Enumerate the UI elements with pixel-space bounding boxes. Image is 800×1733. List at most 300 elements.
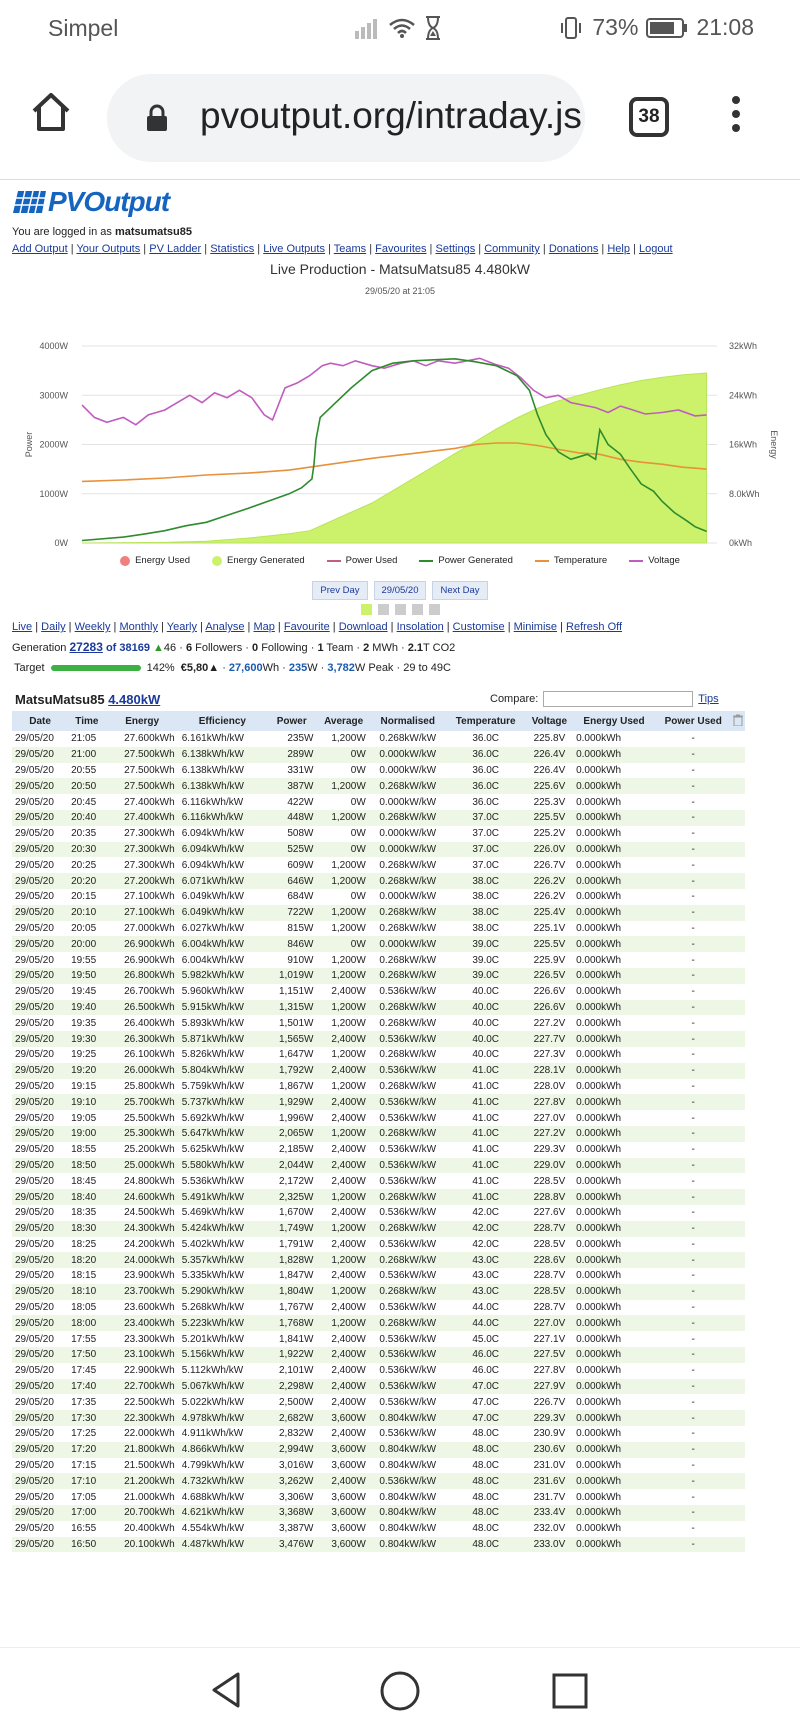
overflow-menu-icon[interactable] [732, 96, 740, 138]
table-cell: 0.000kW/kW [379, 891, 437, 903]
table-cell: 0.000kWh [573, 936, 655, 952]
column-header[interactable]: Date [12, 711, 68, 731]
table-cell: 0.268kW/kW [370, 810, 446, 826]
column-header[interactable]: Energy Used [573, 711, 655, 731]
table-row [12, 1505, 745, 1521]
tips-link[interactable]: Tips [698, 693, 719, 705]
table-cell [732, 1110, 745, 1126]
table-cell [732, 1394, 745, 1410]
table-cell: 0.804kW/kW [370, 1505, 446, 1521]
table-cell: - [655, 1000, 732, 1016]
table-cell: 0.000kWh [576, 1049, 622, 1061]
legend-item[interactable] [629, 555, 680, 566]
table-cell: 48.0C [472, 1460, 500, 1472]
table-cell: 235W [287, 733, 314, 745]
legend-item[interactable] [327, 555, 398, 566]
table-cell: - [655, 1031, 732, 1047]
table-cell: 29/05/20 [12, 1537, 68, 1553]
table-cell: 26.500kWh [106, 1000, 179, 1016]
table-row [12, 1126, 745, 1142]
table-cell: 226.2V [526, 873, 573, 889]
chart-page-dot[interactable] [361, 604, 372, 615]
table-cell [732, 1458, 745, 1474]
table-cell [732, 778, 745, 794]
legend-label: Voltage [648, 555, 680, 566]
view-refresh-off-link[interactable]: Refresh Off [566, 621, 623, 633]
table-cell: 225.8V [533, 733, 566, 745]
table-cell: 0.000kWh [576, 1302, 622, 1314]
table-cell: 3,600W [331, 1523, 366, 1535]
chart-page-dot[interactable] [395, 604, 406, 615]
nav-live-outputs-link[interactable]: Live Outputs [263, 243, 325, 255]
table-cell: 3,387W [279, 1523, 314, 1535]
table-cell: 5.804kWh/kW [179, 1063, 266, 1079]
table-cell: 29/05/20 [12, 936, 68, 952]
table-cell: 48.0C [446, 1505, 526, 1521]
table-cell: 29/05/20 [12, 778, 68, 794]
rank-link[interactable]: 27283 [69, 640, 103, 654]
column-header[interactable]: Efficiency [179, 711, 266, 731]
table-cell: 0.536kW/kW [379, 1112, 437, 1124]
table-cell: 23.100kWh [106, 1347, 179, 1363]
table-cell: 29/05/20 [15, 1017, 54, 1029]
table-cell [732, 1142, 745, 1158]
browser-toolbar [0, 56, 800, 180]
table-cell: 0.000kWh [576, 1207, 622, 1219]
table-cell: 0W [350, 828, 366, 840]
table-cell: 5.112kWh/kW [181, 1365, 244, 1377]
nav-donations-link[interactable]: Donations [548, 243, 599, 255]
table-cell: 6.161kWh/kW [181, 733, 244, 745]
table-cell: 2,065W [266, 1126, 317, 1142]
table-cell: 44.0C [446, 1315, 526, 1331]
clock: 21:08 [696, 14, 754, 40]
recents-icon[interactable] [551, 1672, 589, 1710]
legend-item[interactable] [212, 555, 305, 566]
table-cell: 38.0C [472, 922, 500, 934]
legend-item[interactable] [419, 555, 512, 566]
view-map-link[interactable]: Map [253, 621, 275, 633]
table-cell: 18:35 [71, 1207, 97, 1219]
table-cell [732, 1347, 745, 1363]
table-cell: 3,600W [331, 1460, 366, 1472]
table-cell: 0.000kWh [573, 968, 655, 984]
table-cell: 5.268kWh/kW [181, 1302, 244, 1314]
table-cell: 2,400W [331, 986, 366, 998]
table-cell [732, 1363, 745, 1379]
compare-input[interactable] [543, 691, 693, 707]
table-cell: 448W [266, 810, 317, 826]
table-cell: 6.094kWh/kW [179, 842, 266, 858]
table-cell: 227.0V [526, 1315, 573, 1331]
table-cell: 17:00 [68, 1505, 106, 1521]
table-cell: 0.268kW/kW [370, 873, 446, 889]
table-cell: 29/05/20 [15, 733, 54, 745]
table-cell [732, 1173, 745, 1189]
table-cell: 1,929W [266, 1094, 317, 1110]
right-tick-label: 16kWh [729, 439, 758, 450]
view-customise-link[interactable]: Customise [452, 621, 505, 633]
trash-icon[interactable] [733, 714, 743, 726]
table-cell: 40.0C [472, 1017, 500, 1029]
table-cell: 0.268kW/kW [370, 1000, 446, 1016]
table-cell: 227.0V [533, 1112, 566, 1124]
table-cell: 17:25 [71, 1428, 97, 1440]
view-favourite-link[interactable]: Favourite [283, 621, 330, 633]
table-cell: 17:05 [71, 1491, 97, 1503]
table-cell: 21.000kWh [124, 1491, 175, 1503]
table-cell: 0.536kW/kW [370, 1347, 446, 1363]
table-cell: 5.960kWh/kW [181, 986, 244, 998]
table-cell: 1,792W [266, 1063, 317, 1079]
table-cell [732, 1158, 745, 1174]
table-cell: 508W [287, 828, 314, 840]
chart-page-dot[interactable] [412, 604, 423, 615]
table-row [12, 810, 745, 826]
table-cell: 0.804kW/kW [379, 1460, 437, 1472]
table-cell: 18:40 [68, 1189, 106, 1205]
table-cell: 37.0C [446, 810, 526, 826]
table-cell: 39.0C [472, 954, 500, 966]
table-cell: 231.7V [533, 1491, 566, 1503]
legend-item[interactable] [120, 555, 190, 566]
table-cell: 5.491kWh/kW [179, 1189, 266, 1205]
table-cell: 29/05/20 [15, 1049, 54, 1061]
table-cell: 1,200W [317, 1284, 369, 1300]
table-cell: 233.0V [526, 1537, 573, 1553]
table-cell: 25.300kWh [106, 1126, 179, 1142]
table-cell: 23.600kWh [124, 1302, 175, 1314]
table-cell: - [655, 1410, 732, 1426]
table-cell: 5.357kWh/kW [179, 1252, 266, 1268]
table-cell: 24.800kWh [124, 1175, 175, 1187]
table-cell: 0.536kW/kW [379, 1207, 437, 1219]
battery-percent: 73% [592, 14, 639, 40]
nav-teams-link[interactable]: Teams [333, 243, 367, 255]
table-cell: 22.000kWh [124, 1428, 175, 1440]
table-cell: 19:50 [68, 968, 106, 984]
table-cell: 17:30 [68, 1410, 106, 1426]
table-cell: 3,600W [317, 1410, 369, 1426]
view-live-link[interactable]: Live [12, 621, 33, 633]
table-cell: 4.688kWh/kW [181, 1491, 244, 1503]
table-cell: 225.4V [526, 905, 573, 921]
next-day-button[interactable]: Next Day [432, 581, 487, 600]
view-yearly-link[interactable]: Yearly [166, 621, 197, 633]
table-cell: 25.200kWh [124, 1144, 175, 1156]
table-cell: 5.469kWh/kW [181, 1207, 244, 1219]
table-cell: 1,200W [317, 1315, 369, 1331]
table-cell: 228.1V [526, 1063, 573, 1079]
table-cell: 41.0C [446, 1189, 526, 1205]
table-cell: 226.5V [526, 968, 573, 984]
table-cell: 43.0C [472, 1270, 500, 1282]
date-button[interactable]: 29/05/20 [374, 581, 427, 600]
table-cell: 37.0C [446, 842, 526, 858]
table-row [12, 1158, 745, 1174]
table-cell: 0W [317, 936, 369, 952]
table-cell: - [691, 1049, 695, 1061]
column-header[interactable]: Voltage [526, 711, 573, 731]
right-axis-label: Energy [769, 430, 779, 459]
table-cell: 4.799kWh/kW [181, 1460, 244, 1472]
back-icon[interactable] [208, 1670, 248, 1710]
table-cell: 1,200W [317, 778, 369, 794]
table-cell: 29/05/20 [12, 842, 68, 858]
table-cell [732, 1189, 745, 1205]
table-cell [732, 1505, 745, 1521]
chart-page-dot[interactable] [378, 604, 389, 615]
table-row [12, 1300, 745, 1316]
table-cell: - [655, 1252, 732, 1268]
table-cell: 2,325W [266, 1189, 317, 1205]
table-cell [732, 1047, 745, 1063]
table-cell: 20:05 [71, 922, 97, 934]
hourglass-icon [424, 16, 442, 40]
table-cell: 0.000kWh [576, 764, 622, 776]
table-cell: 0.000kW/kW [370, 842, 446, 858]
table-cell: 226.7V [533, 1396, 566, 1408]
table-cell: 0.000kWh [573, 1347, 655, 1363]
table-cell: - [691, 986, 695, 998]
nav-your-outputs-link[interactable]: Your Outputs [76, 243, 141, 255]
table-cell: 29/05/20 [12, 1252, 68, 1268]
table-cell: 0.000kWh [573, 842, 655, 858]
table-cell: 19:45 [71, 986, 97, 998]
table-cell: 0.000kWh [576, 1428, 622, 1440]
table-cell: 29/05/20 [15, 1428, 54, 1440]
table-cell: 27.300kWh [124, 828, 175, 840]
column-header[interactable]: Energy [106, 711, 179, 731]
table-cell: 26.100kWh [124, 1049, 175, 1061]
table-cell: 226.4V [526, 747, 573, 763]
table-cell: 20.700kWh [106, 1505, 179, 1521]
table-cell [732, 747, 745, 763]
table-header-row [12, 711, 745, 731]
table-cell [732, 905, 745, 921]
table-cell: 226.6V [526, 1000, 573, 1016]
table-cell: 1,200W [317, 1221, 369, 1237]
table-cell: - [691, 1207, 695, 1219]
table-cell: 29/05/20 [12, 747, 68, 763]
pvoutput-logo[interactable]: PVOutput [12, 186, 169, 218]
table-cell: 5.893kWh/kW [181, 1017, 244, 1029]
table-cell: 0.000kWh [573, 1473, 655, 1489]
table-cell: 5.625kWh/kW [181, 1144, 244, 1156]
table-cell: 39.0C [446, 936, 526, 952]
view-monthly-link[interactable]: Monthly [119, 621, 158, 633]
table-cell: 2,400W [331, 1112, 366, 1124]
table-cell: 29/05/20 [12, 1315, 68, 1331]
table-cell [732, 1442, 745, 1458]
vibrate-icon [558, 16, 584, 40]
table-cell: 24.000kWh [106, 1252, 179, 1268]
column-header[interactable]: Power [266, 711, 317, 731]
nav-pv-ladder-link[interactable]: PV Ladder [149, 243, 202, 255]
table-cell: 1,200W [331, 1017, 366, 1029]
table-cell: - [655, 1158, 732, 1174]
table-cell: 42.0C [446, 1221, 526, 1237]
table-cell: 228.5V [533, 1175, 566, 1187]
view-analyse-link[interactable]: Analyse [205, 621, 245, 633]
address-bar[interactable] [107, 74, 585, 162]
table-cell: 40.0C [446, 1000, 526, 1016]
table-cell: 41.0C [446, 1158, 526, 1174]
table-cell: 525W [266, 842, 317, 858]
table-cell: - [655, 1284, 732, 1300]
table-cell: 25.700kWh [106, 1094, 179, 1110]
table-cell: - [691, 1523, 695, 1535]
table-cell: 0.536kW/kW [379, 1302, 437, 1314]
column-header[interactable]: Average [317, 711, 369, 731]
legend-item[interactable] [535, 555, 607, 566]
table-cell: 25.800kWh [124, 1080, 175, 1092]
column-header[interactable]: Temperature [446, 711, 526, 731]
nav-add-output-link[interactable]: Add Output [12, 243, 68, 255]
day-navigation [0, 581, 800, 600]
column-header[interactable]: Power Used [655, 711, 732, 731]
table-cell: 26.700kWh [124, 986, 175, 998]
table-cell: 48.0C [472, 1491, 500, 1503]
view-insolation-link[interactable]: Insolation [396, 621, 444, 633]
table-cell: 6.138kWh/kW [179, 778, 266, 794]
view-daily-link[interactable]: Daily [41, 621, 66, 633]
view-weekly-link[interactable]: Weekly [74, 621, 111, 633]
table-row [12, 1442, 745, 1458]
table-cell: 5.536kWh/kW [181, 1175, 244, 1187]
table-cell: 1,200W [331, 859, 366, 871]
table-cell [732, 1300, 745, 1316]
nav-logout-link[interactable]: Logout [638, 243, 673, 255]
legend-swatch [419, 560, 433, 562]
table-cell: 815W [287, 922, 314, 934]
column-header[interactable]: Time [68, 711, 106, 731]
table-cell [732, 1252, 745, 1268]
table-cell [732, 794, 745, 810]
table-cell: - [655, 747, 732, 763]
table-cell: 2,400W [317, 1347, 369, 1363]
table-cell: 846W [266, 936, 317, 952]
table-cell: 0.000kWh [576, 891, 622, 903]
table-cell: 1,200W [317, 1252, 369, 1268]
table-cell: 29/05/20 [12, 1094, 68, 1110]
table-cell: 1,647W [279, 1049, 314, 1061]
table-cell: 0.000kWh [573, 1537, 655, 1553]
table-cell: 0.000kWh [576, 1238, 622, 1250]
table-cell: 387W [266, 778, 317, 794]
table-cell: 226.7V [533, 859, 566, 871]
table-cell: 5.759kWh/kW [181, 1080, 244, 1092]
legend-swatch [212, 556, 222, 566]
table-cell: 41.0C [446, 1063, 526, 1079]
legend-label: Temperature [553, 555, 608, 566]
table-cell: 5.402kWh/kW [181, 1238, 244, 1250]
table-cell [732, 1537, 745, 1553]
view-download-link[interactable]: Download [338, 621, 388, 633]
home-icon[interactable] [30, 91, 72, 133]
table-cell: 17:15 [71, 1460, 97, 1472]
table-cell: 29/05/20 [15, 1302, 54, 1314]
table-cell: 910W [287, 954, 314, 966]
prev-day-button[interactable]: Prev Day [312, 581, 367, 600]
tab-switcher-button[interactable]: 38 [629, 97, 669, 137]
table-cell: 26.800kWh [106, 968, 179, 984]
table-cell: 2,400W [331, 1270, 366, 1282]
nav-help-link[interactable]: Help [607, 243, 630, 255]
nav-community-link[interactable]: Community [484, 243, 540, 255]
chart-page-dot[interactable] [429, 604, 440, 615]
table-row [12, 763, 745, 779]
table-cell: 0.000kWh [573, 778, 655, 794]
table-cell: 225.5V [526, 936, 573, 952]
table-cell: 0.000kWh [573, 810, 655, 826]
home-nav-icon[interactable] [379, 1670, 421, 1712]
table-cell: - [655, 810, 732, 826]
table-cell: - [691, 1112, 695, 1124]
nav-settings-link[interactable]: Settings [435, 243, 476, 255]
table-cell: - [691, 1333, 695, 1345]
table-cell: 26.400kWh [124, 1017, 175, 1029]
table-cell: 231.6V [526, 1473, 573, 1489]
nav-favourites-link[interactable]: Favourites [375, 243, 427, 255]
table-cell: - [691, 891, 695, 903]
table-cell: 17:35 [71, 1396, 97, 1408]
table-cell: 29/05/20 [15, 1112, 54, 1124]
table-cell: 225.2V [533, 828, 566, 840]
table-cell: 27.600kWh [124, 733, 175, 745]
table-row [12, 1410, 745, 1426]
nav-statistics-link[interactable]: Statistics [210, 243, 255, 255]
table-cell: 2,298W [266, 1379, 317, 1395]
table-row [12, 826, 745, 842]
table-row [12, 1110, 745, 1126]
table-cell: 1,767W [279, 1302, 314, 1314]
table-cell: 4.911kWh/kW [181, 1428, 244, 1440]
table-cell: 22.300kWh [106, 1410, 179, 1426]
table-cell: 2,994W [266, 1442, 317, 1458]
table-cell: 0.536kW/kW [379, 1428, 437, 1440]
table-cell: 1,200W [317, 810, 369, 826]
view-minimise-link[interactable]: Minimise [513, 621, 558, 633]
table-cell: - [655, 1505, 732, 1521]
table-cell: 226.6V [533, 986, 566, 998]
table-cell: 43.0C [446, 1284, 526, 1300]
legend-swatch [120, 556, 130, 566]
table-cell [732, 1221, 745, 1237]
table-cell: 0.536kW/kW [370, 1094, 446, 1110]
table-cell: 6.094kWh/kW [181, 828, 244, 840]
column-header[interactable]: Normalised [370, 711, 446, 731]
table-cell: 48.0C [472, 1428, 500, 1440]
right-tick-label: 24kWh [729, 390, 758, 401]
table-cell: 0.268kW/kW [370, 905, 446, 921]
table-cell [732, 1521, 745, 1537]
table-cell: 1,200W [317, 905, 369, 921]
table-cell: 0.268kW/kW [370, 1126, 446, 1142]
table-cell: 17:20 [68, 1442, 106, 1458]
table-cell: 1,019W [266, 968, 317, 984]
table-cell: 0.000kW/kW [379, 828, 437, 840]
table-cell: 19:35 [71, 1017, 97, 1029]
table-cell: - [691, 1144, 695, 1156]
table-cell: 24.500kWh [124, 1207, 175, 1219]
table-cell: 48.0C [472, 1523, 500, 1535]
system-size-link[interactable]: 4.480kW [108, 692, 161, 707]
table-cell: 0.268kW/kW [370, 1189, 446, 1205]
table-cell: 27.400kWh [124, 796, 175, 808]
table-cell: 331W [287, 764, 314, 776]
table-cell: 1,847W [279, 1270, 314, 1282]
